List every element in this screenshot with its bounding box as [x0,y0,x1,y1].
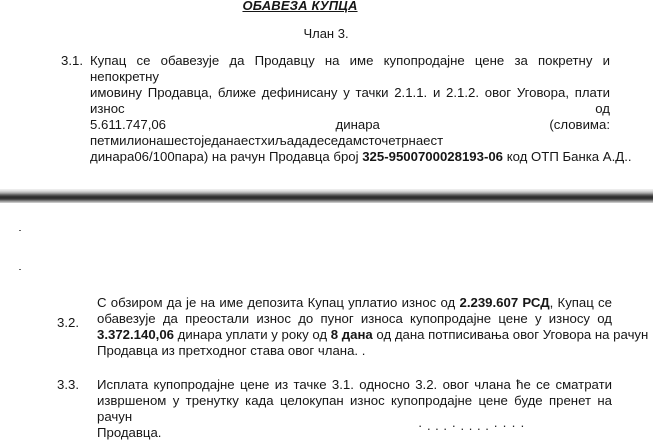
account-number: 325-9500700028193-06 [362,149,504,164]
bank-name: код ОТП Банка А.Д.. [503,149,632,164]
clause-3-2-line-1 [97,295,612,311]
clause-3-2-line-1-post: , Купац се [549,295,612,310]
clause-number-3-3: 3.3. [57,377,79,392]
truncated-text-line: · . . . · . . . . · · · · [418,418,526,433]
scan-speck [19,230,21,231]
document-page-bottom [0,203,653,440]
clause-3-1-line-1: Купац се обавезује да Продавцу на име купопродајне цене за покретну и непокретну [90,53,610,84]
deposit-amount: 2.239.607 РСД [459,295,550,310]
clause-3-1-line-2: имовину Продавца, ближе дефинисану у тачки 2.1.1. и 2.1.2. овог Уговора, плати износ од [90,85,610,116]
clause-3-2-line-3-mid: динара уплати у року од [174,327,331,342]
section-title: ОБАВЕЗА КУПЦА [242,0,358,13]
article-heading: Члан 3. [303,26,349,41]
clause-3-1 [90,53,632,165]
clause-number-3-1: 3.1. [61,53,83,68]
payment-days: 8 дана [330,327,373,342]
clause-3-1-line-4-text: динара06/100пара) на рачун Продавца број [90,149,363,164]
scan-page-break [0,189,653,204]
clause-3-2-line-3-post: од дана потписивања овог Уговора на рачун [372,327,649,342]
clause-3-3-line-3: Продавца. [97,425,162,440]
clause-3-2 [97,295,649,359]
clause-3-1-line-3: 5.611.747,06 динара (словима: петмилионашестоједанаестхиљададеседамсточетрнаест [90,117,610,148]
scan-speck [19,269,21,270]
clause-3-3-line-1: Исплата купопродајне цене из тачке 3.1. односно 3.2. овог члана ће се сматрати [97,377,612,392]
document-page-top [0,0,653,192]
remaining-amount: 3.372.140,06 [97,327,175,342]
clause-3-2-line-3 [97,327,649,343]
clause-number-3-2: 3.2. [57,315,79,330]
clause-3-3-line-2: извршеном у тренутку када целокупан износ купопродајне цене буде пренет на рачун [97,393,612,424]
clause-3-2-line-2: обавезује да преостали износ до пуног износа купопродајне цене у износу од [97,311,612,326]
clause-3-2-line-1-pre: С обзиром да је на име депозита Купац уплатио износ од [97,295,460,310]
clause-3-1-line-4 [90,149,632,165]
clause-3-3 [97,377,612,441]
clause-3-2-line-4: Продавца из претходног става овог члана. . [97,343,366,358]
